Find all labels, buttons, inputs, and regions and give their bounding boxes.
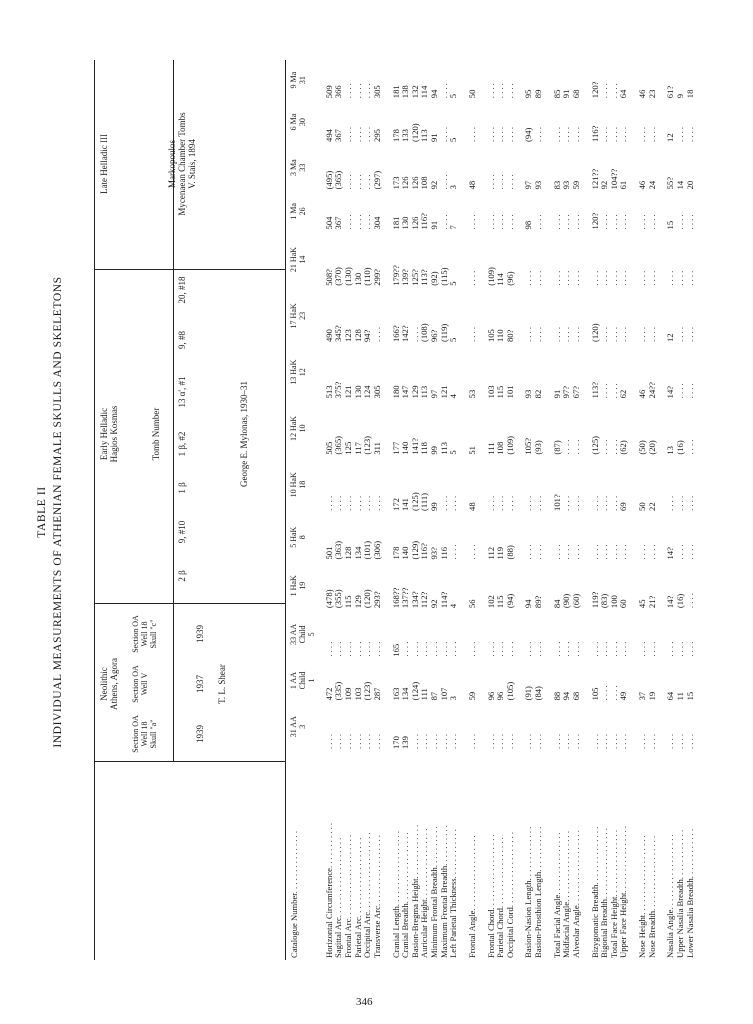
measurement-values: . . . . . . . . xyxy=(523,733,544,749)
catalogue-number: 13 HaK 12 xyxy=(289,359,307,385)
measurement-values: . . . . . . . . . . . . . . . . . . . . . . . . xyxy=(323,641,382,657)
catalogue-number: 5 HaK 8 xyxy=(289,526,307,548)
measurement-values: 98 . . . . xyxy=(523,214,544,230)
measurement-values: 501 (363) 128 134 (101) (306) xyxy=(323,540,382,560)
measurement-values: . . . . xyxy=(466,641,477,657)
measurement-values: . . . . . . . . . . . . xyxy=(551,327,581,343)
measurement-values: . . . . . . . . . . . . xyxy=(665,641,695,657)
catalogue-number: 17 HaK 23 xyxy=(289,303,307,329)
measurement-values: 472 (335) 109 103 (123) 287 xyxy=(323,681,382,701)
measurement-values: 64 11 15 xyxy=(665,691,695,701)
measurement-values: 91 97? 67? xyxy=(551,385,581,399)
header-neolithic: Neolithic Athens, Agora xyxy=(99,658,119,710)
tomb-number-7: 20, #18 xyxy=(177,276,187,304)
measurement-values: . . . . . . . . xyxy=(637,327,657,343)
measurements-table xyxy=(290,60,704,960)
measurement-values: 112 119 (88) xyxy=(485,545,515,560)
measurement-values: . . . . . . . . xyxy=(637,641,657,657)
catalogue-number: 21 HaK 14 xyxy=(289,247,307,273)
measurement-values: . . . . xyxy=(466,214,477,230)
measurement-values: 53 xyxy=(466,389,477,399)
catalogue-label: Catalogue Number. . . . . . . . . . . . . . . xyxy=(289,831,299,958)
measurement-values: . . . . . . . . xyxy=(523,641,544,657)
measurement-values: . . . . xyxy=(466,126,477,142)
measurement-values: . . . . . . . . . . . . xyxy=(665,495,695,511)
measurement-values: (120) . . . . . . . . . . . . xyxy=(589,323,629,343)
measurement-values: 12 . . . . . . . . xyxy=(665,327,695,343)
measurement-values: . . . . . . . . . . . . . . . . xyxy=(589,733,629,749)
measurement-values: 83 93 59 xyxy=(551,180,581,190)
measurement-values: 46 24?? xyxy=(637,382,657,399)
measurement-values: 101? . . . . . . . . xyxy=(551,494,581,511)
measurement-values: 48 xyxy=(466,502,477,511)
measurement-group xyxy=(553,60,582,960)
measurement-values: 94 89? xyxy=(523,595,544,609)
rule-v1 xyxy=(94,761,285,762)
measurement-values: . . . . . . . . . . . . . . . . xyxy=(589,641,629,657)
measurement-values: 59 xyxy=(466,691,477,701)
measurement-values: 170 139 . . . . . . . . . . . . . . . . . . . . xyxy=(390,733,459,749)
catalogue-row xyxy=(290,60,317,960)
catalogue-number: 1 AA Child 1 xyxy=(289,671,316,690)
measurement-values: 490 345? 123 128 94? . . . . xyxy=(323,325,382,343)
neolithic-col-2: Section OA Well V xyxy=(131,665,149,703)
measurement-values: . . . . . . . . . . . . xyxy=(485,214,515,230)
measurement-values: 105? (93) xyxy=(523,437,544,455)
catalogue-number: 12 HaK 10 xyxy=(289,415,307,442)
measurement-values: . . . . xyxy=(466,733,477,749)
measurement-values: . . . . xyxy=(466,270,477,286)
tomb-number-6: 9, #8 xyxy=(177,331,187,349)
measurement-values: . . . . . . . . xyxy=(523,495,544,511)
neolithic-year-1: 1939 xyxy=(195,725,205,743)
measurement-values: 50 22 xyxy=(637,502,657,511)
measurement-values: 105 110 80? xyxy=(485,329,515,343)
measurement-values: 14? . . . . . . . . xyxy=(665,544,695,560)
measurement-values: 96 96 (105) xyxy=(485,681,515,701)
measurement-values: 13 (16) . . . . xyxy=(665,439,695,455)
measurement-group xyxy=(325,60,383,960)
measurement-values: . . . . . . . . . . . . . . . . . . . . . . . . xyxy=(323,495,382,511)
measurement-values: (87) . . . . . . . . xyxy=(551,439,581,455)
measurement-values: . . . . . . . . . . . . xyxy=(665,733,695,749)
measurement-values: . . . . . . . . . . . . 69 xyxy=(589,495,629,511)
measurement-values: 180 147 129 113 97 121 4 xyxy=(390,385,459,399)
measurement-values: 61? 9 18 xyxy=(665,85,695,99)
measurement-values: . . . . . . . . . . . . xyxy=(485,174,515,190)
measurement-group xyxy=(591,60,630,960)
measurement-values: . . . . . . . . xyxy=(637,214,657,230)
measurement-values: . . . . . . . . . . . . xyxy=(551,733,581,749)
measurement-values: 97 93 xyxy=(523,180,544,190)
measurement-values: (50) (20) xyxy=(637,440,657,455)
measurement-values: 166? 142? . . . . (108) 96? (119) 5 xyxy=(390,323,459,343)
measurement-group xyxy=(468,60,478,960)
measurement-values: 116? . . . . . . . . . . . . xyxy=(589,125,629,142)
measurement-values: 508? (370) (130) 130 (110) 299? xyxy=(323,267,382,286)
measurement-values: 88 94 68 xyxy=(551,691,581,701)
measurement-values: . . . . . . . . . . . . xyxy=(485,733,515,749)
table-title: TABLE II xyxy=(36,486,48,538)
measurement-group xyxy=(392,60,459,960)
measurement-values: 55? 14 20 xyxy=(665,176,695,190)
header-early-helladic: Early Helladic Hagios Kosmas xyxy=(99,405,119,463)
measurement-values: (94) . . . . xyxy=(523,126,544,142)
measurement-values: 93 82 xyxy=(523,389,544,399)
measurement-values: . . . . . . . . xyxy=(523,544,544,560)
rule-top xyxy=(94,60,95,960)
measurement-values: 37 19 xyxy=(637,691,657,701)
measurement-values: 12 . . . . . . . . xyxy=(665,126,695,142)
measurement-values: . . . . . . . . xyxy=(637,544,657,560)
measurement-values: 56 xyxy=(466,599,477,609)
measurement-values: . . . . . . . . . . . . xyxy=(551,126,581,142)
measurement-values: 163 134 (124) 111 87 107 3 xyxy=(390,681,459,701)
measurement-values: 103 115 101 xyxy=(485,385,515,399)
measurement-values: 48 xyxy=(466,180,477,190)
tomb-number-4: 1 β, #2 xyxy=(177,431,187,457)
measurement-values: 172 141 (125) (111) 99 . . . . . . . . xyxy=(390,492,459,511)
measurement-values: 15 . . . . . . . . xyxy=(665,214,695,230)
measurement-values: 504 367 . . . . . . . . . . . . 304 xyxy=(323,214,382,230)
tomb-number-1: 2 β xyxy=(177,570,187,582)
header-excavator-shear: T. L. Shear xyxy=(217,664,227,704)
measurement-values: 46 24 xyxy=(637,180,657,190)
measurement-labels: Nose Height. . . . . . . . . . . . . . . . . . . Nose Breadth. . . . . . . . . . . . . . . . . . xyxy=(637,835,657,958)
tomb-number-5: 13 α', #1 xyxy=(177,376,187,408)
measurement-values: . . . . . . . . xyxy=(637,733,657,749)
tomb-number-3: 1 β xyxy=(177,482,187,494)
measurement-labels: Horizontal Circumference. . . . . . . . . . . Sagittal Arc. . . . . . . . . . . . . . . . . . . Frontal Arc. . . . . . . . . . . . . . . . . . . . Parietal Arc. . . . . . . . . . . . . . . . . . . Occipital Arc. . . . . . . . . . . . . . . . . . . Transverse Arc. . . . . . . . . . . . . . . . . xyxy=(323,822,382,958)
catalogue-number: 1 Ma 26 xyxy=(289,203,307,220)
measurement-values: 179?? 139? 125? 113? (92) (115) 5 xyxy=(390,265,459,286)
measurement-values: 85 91 68 xyxy=(551,89,581,99)
measurement-values: 105 . . . . . . . . 49 xyxy=(589,685,629,701)
measurement-values: . . . . xyxy=(466,544,477,560)
spacer xyxy=(695,60,704,960)
table-subtitle: INDIVIDUAL MEASUREMENTS OF ATHENIAN FEMALE SKULLS AND SKELETONS xyxy=(52,276,64,748)
measurement-values: . . . . . . . . . . . . . . . . xyxy=(589,270,629,286)
measurement-values: 120? . . . . . . . . 64 xyxy=(589,81,629,99)
catalogue-number: 33 AA Child 5 xyxy=(289,623,316,645)
rule-bottom xyxy=(285,60,286,960)
neolithic-year-3: 1939 xyxy=(195,625,205,643)
catalogue-number: 1 HaK 19 xyxy=(289,575,307,597)
measurement-values: (91) (84) xyxy=(523,686,544,701)
measurement-values: . . . . . . . . . . . . xyxy=(485,495,515,511)
measurement-values: . . . . . . . . . . . . xyxy=(665,270,695,286)
measurement-values: . . . . . . . . . . . . xyxy=(485,641,515,657)
measurement-labels: Frontal Chord. . . . . . . . . . . . . . . . . . Parietal Chord. . . . . . . . . . . . . . . . . Occipital Cord. . . . . . . . . . . . . . . . . . xyxy=(485,831,515,958)
measurement-values: 120? . . . . . . . . . . . . xyxy=(589,212,629,230)
measurement-group xyxy=(638,60,657,960)
catalogue-number: 10 HaK 18 xyxy=(289,472,307,498)
measurement-values: (109) 114 (96) xyxy=(485,267,515,286)
measurement-values: 14? . . . . . . . . xyxy=(665,383,695,399)
measurement-values: . . . . . . . . xyxy=(523,327,544,343)
measurement-values: . . . . . . . . . . . . xyxy=(485,83,515,99)
measurement-values: . . . . . . . . xyxy=(637,126,657,142)
measurement-values: . . . . xyxy=(466,327,477,343)
measurement-values: 509 366 . . . . . . . . . . . . 305 xyxy=(323,83,382,99)
measurement-values: 84 (90) (60) xyxy=(551,593,581,609)
measurement-values: . . . . . . . . . . . . . . . . . . . . . . . . xyxy=(323,733,382,749)
neolithic-col-1: Section OA Well 18 Skull "a" xyxy=(131,715,158,753)
measurement-values: 119? (83) 100 60 xyxy=(589,591,629,609)
measurement-values: 494 367 . . . . . . . . . . . . 295 xyxy=(323,126,382,142)
measurement-values: 178 133 (120) 113 91 . . . . 5 xyxy=(390,123,459,142)
measurement-values: 51 xyxy=(466,446,477,455)
measurement-values: 513 375? 121 130 124 305 xyxy=(323,381,382,399)
catalogue-number: 9 Ma 31 xyxy=(289,71,307,89)
rule-v2 xyxy=(94,603,285,604)
measurement-values: 165 . . . . . . . . . . . . . . . . . . . . . . . . xyxy=(390,641,459,657)
measurement-labels: Basion-Nasion Length. . . . . . . . . . . . . Basion-Prosthion Length. . . . . . . . . . . xyxy=(523,826,544,958)
header-excavator-mylonas: George E. Mylonas, 1930–31 xyxy=(239,380,249,488)
tomb-number-2: 9, #10 xyxy=(177,520,187,544)
measurement-values: 178 140 (129) 116? 93? 116 . . . . xyxy=(390,540,459,560)
measurement-values: 14? (16) . . . . xyxy=(665,593,695,609)
measurement-group xyxy=(524,60,543,960)
measurement-values: 45 21? xyxy=(637,595,657,609)
measurement-values: . . . . . . . . . . . . . . . . xyxy=(589,544,629,560)
measurement-values: (478) (355) 115 129 (120) 293? xyxy=(323,589,382,609)
measurement-values: 46 23 xyxy=(637,89,657,99)
neolithic-col-3: Section OA Well 18 Skull "c" xyxy=(131,615,158,653)
header-late-helladic: Late Helladic III xyxy=(99,134,109,194)
catalogue-number: 3 Ma 33 xyxy=(289,159,307,177)
measurement-labels: Cranial Length. . . . . . . . . . . . . . . . . . Cranial Breadth. . . . . . . . . . . . . . . . . Basion-Bregma Height. . . . . . . . . . . . . Auricular Height. . . . . . . . . . . . . . . . . Minimum Frontal Breadth. . . . . . . . . . Maximum Frontal Breadth. . . . . . . . . . Left Parietal Thickness. . . . . . . . . . . . xyxy=(390,824,459,958)
measurement-values: 50 xyxy=(466,89,477,99)
measurement-values: 505 (365) 125 117 (123) 311 xyxy=(323,436,382,455)
measurement-values: 173 126 126 108 92 . . . . 3 xyxy=(390,174,459,190)
measurement-values: 177 140 141? 118 99 113 5 xyxy=(390,437,459,455)
measurement-labels: Nasalia Angle. . . . . . . . . . . . . . . . . . Upper Nasalia Breadth. . . . . . . . . . . . Lower Nasalia Breadth. . . . . . . . . . . . xyxy=(665,828,695,958)
measurement-values: 181 130 126 116? 91 . . . . 7 xyxy=(390,213,459,230)
page-number: 346 xyxy=(356,996,373,1008)
catalogue-number: 6 Ma 30 xyxy=(289,113,307,131)
catalogue-number: 31 AA 3 xyxy=(289,716,307,738)
measurement-values: (495) (365) . . . . . . . . . . . . (297) xyxy=(323,170,382,190)
measurement-values: . . . . . . . . . . . . xyxy=(485,126,515,142)
measurement-values: 121?? 92 104?? 61 xyxy=(589,168,629,190)
measurement-labels: Total Facial Angle. . . . . . . . . . . . . . . Midfacial Angle. . . . . . . . . . . . . . . . . Alveolar Angle. . . . . . . . . . . . . . . . . . xyxy=(551,830,581,958)
measurement-group xyxy=(666,60,695,960)
header-tomb-number: Tomb Number xyxy=(151,407,161,461)
measurement-values: 102 115 (94) xyxy=(485,593,515,609)
measurement-values: . . . . . . . . xyxy=(637,270,657,286)
measurement-group xyxy=(487,60,516,960)
measurement-values: 111 108 (109) xyxy=(485,436,515,455)
neolithic-year-2: 1937 xyxy=(195,675,205,693)
measurement-values: 95 89 xyxy=(523,89,544,99)
measurement-values: . . . . . . . . xyxy=(523,270,544,286)
measurement-values: 181 138 132 114 94 . . . . 5 xyxy=(390,83,459,99)
measurement-values: . . . . . . . . . . . . xyxy=(551,544,581,560)
header-markopoulos: Markopoulos Mycenaean Chamber Tombs V. Stais, 1894 xyxy=(167,112,197,216)
measurement-values: (125) . . . . . . . . (62) xyxy=(589,436,629,455)
rule-v3 xyxy=(94,269,285,270)
measurement-values: . . . . . . . . . . . . xyxy=(551,641,581,657)
measurement-values: . . . . . . . . . . . . xyxy=(551,214,581,230)
measurement-values: 113? . . . . . . . . 62 xyxy=(589,381,629,399)
measurement-values: 168?? 137?? 134? 112? 92 114? 4 xyxy=(390,587,459,609)
measurement-values: . . . . . . . . . . . . xyxy=(551,270,581,286)
measurement-labels: Frontal Angle. . . . . . . . . . . . . . . . . . xyxy=(466,835,477,958)
measurement-labels: Bizygomatic Breadth. . . . . . . . . . . . . . Bigonial Breadth. . . . . . . . . . . . . . . . . Total Face Height. . . . . . . . . . . . . . . . Upper Face Height. . . . . . . . . . . . . . . . xyxy=(589,826,629,958)
